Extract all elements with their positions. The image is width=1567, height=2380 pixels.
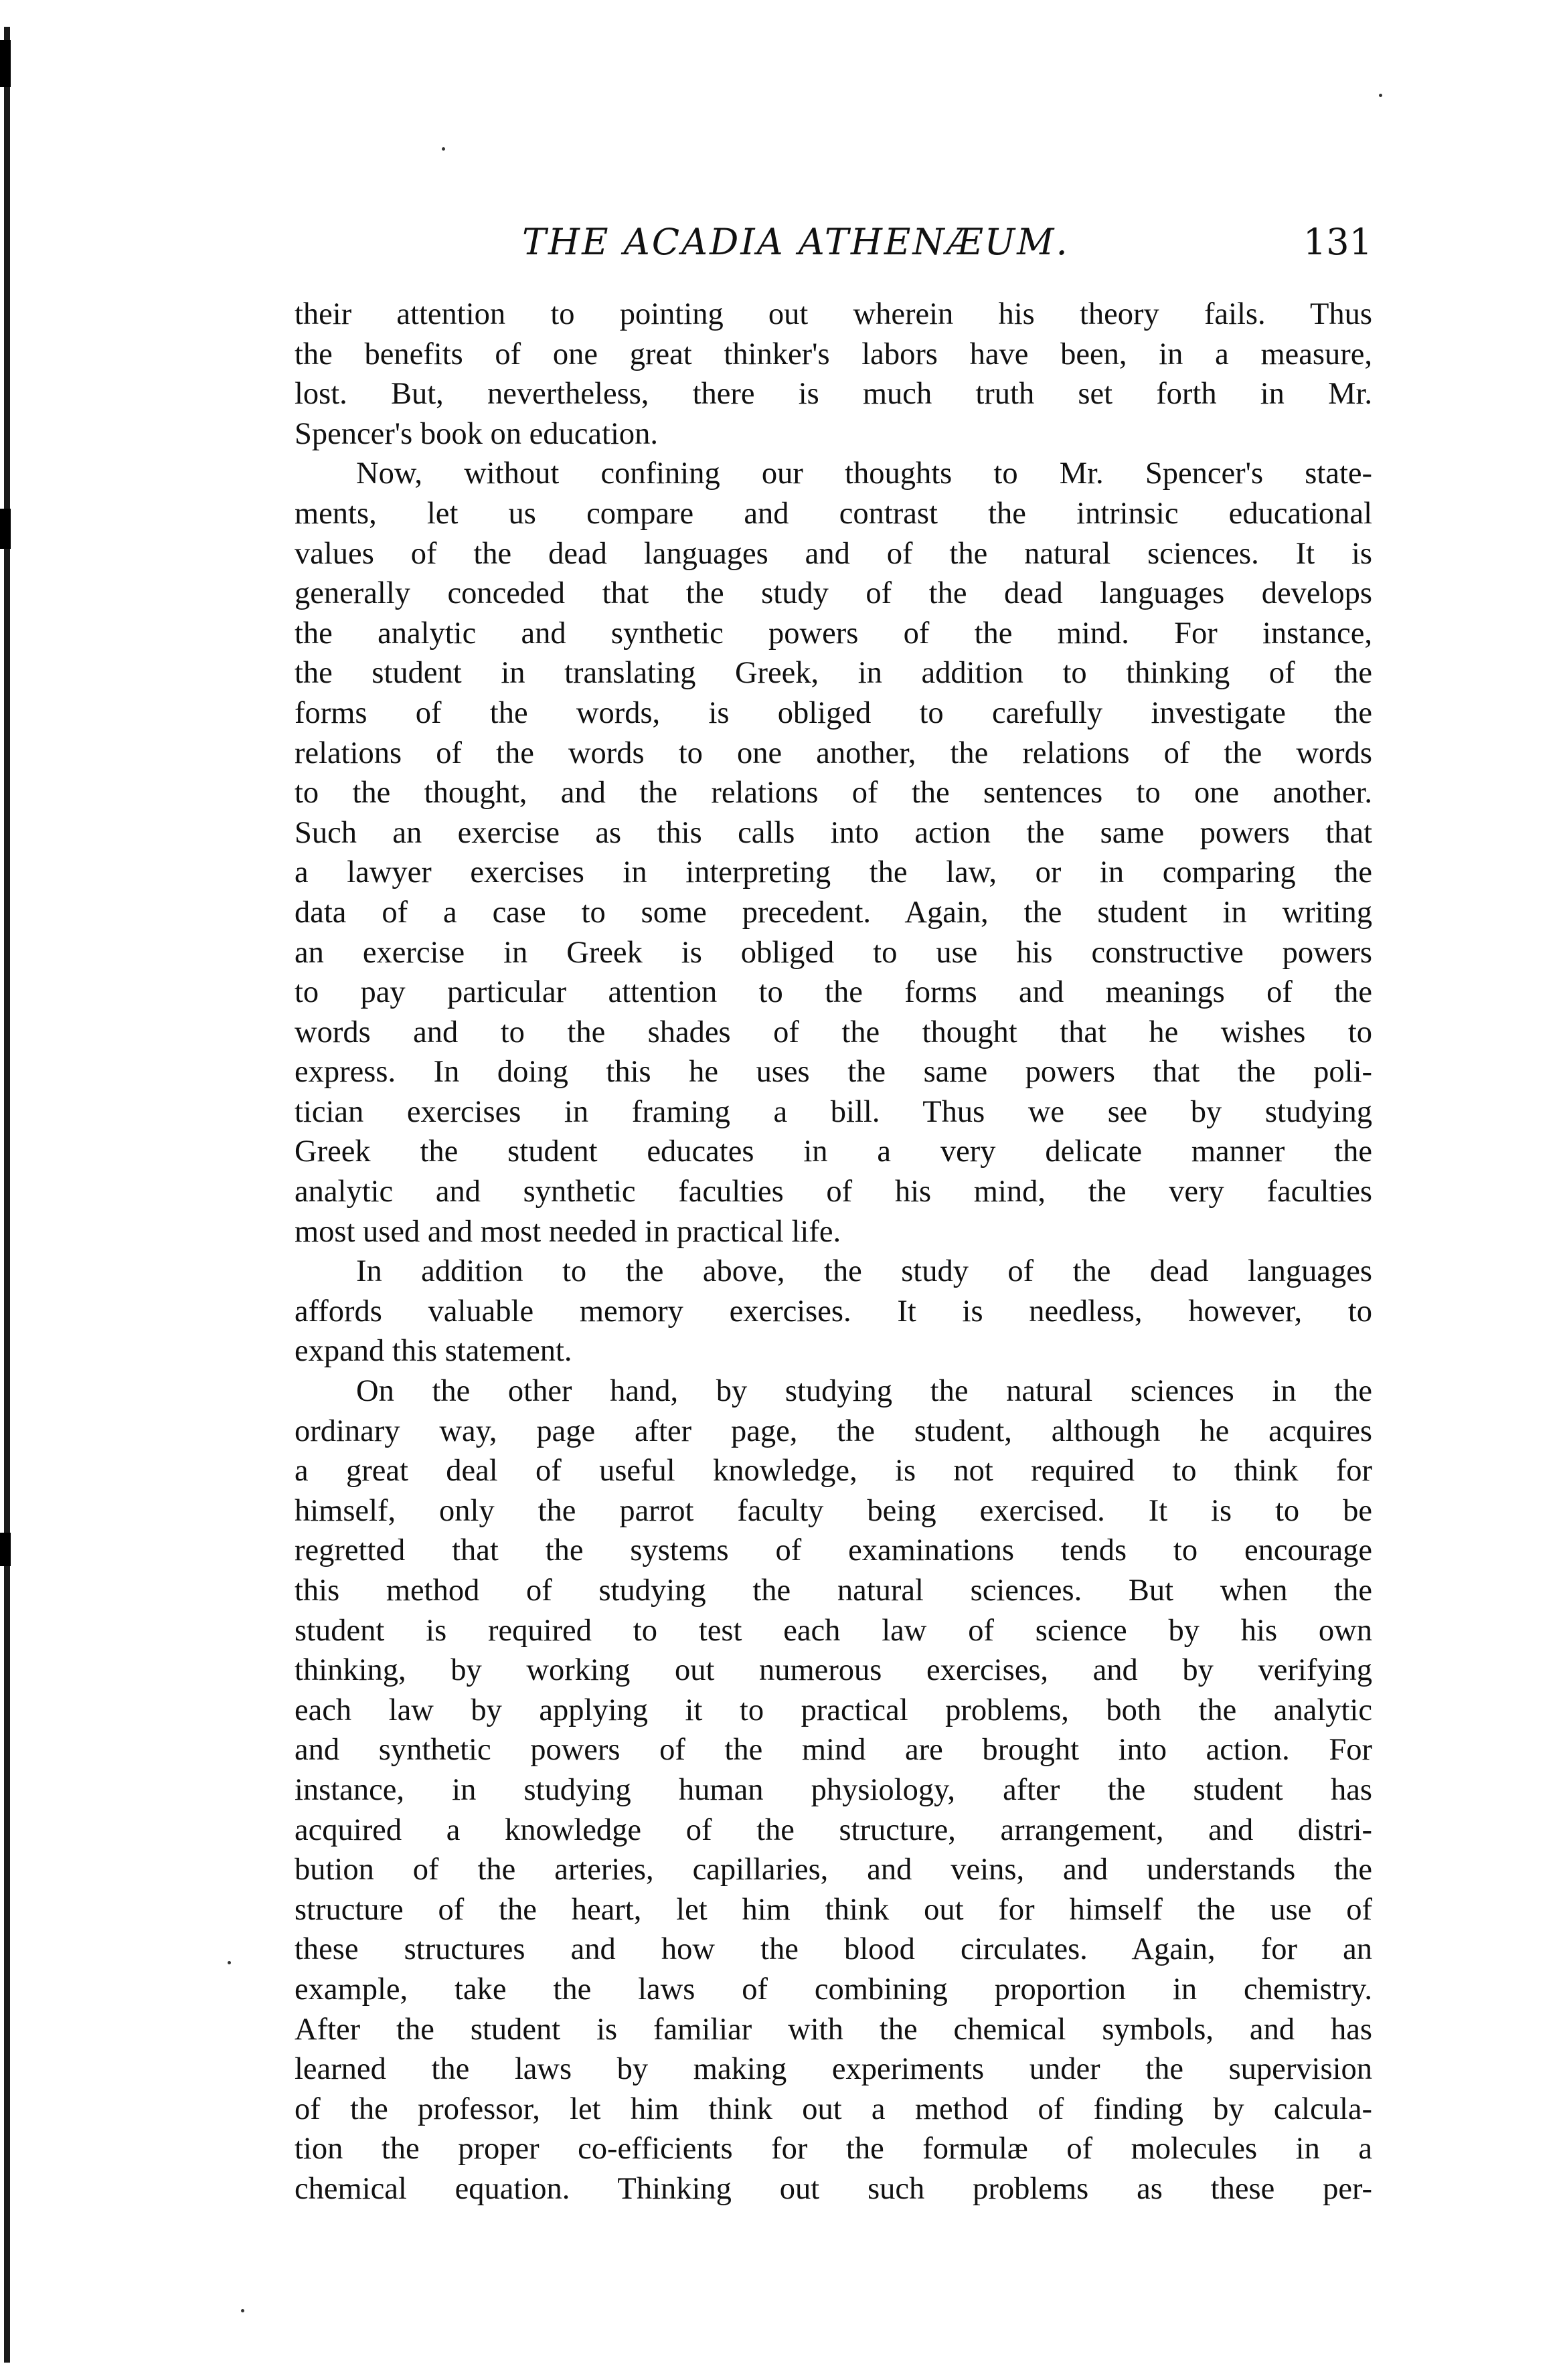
page-number: 131 — [1303, 221, 1372, 263]
text-line: a great deal of useful knowledge, is not required to think for — [295, 1454, 1372, 1489]
text-line: analytic and synthetic faculties of his mind, the very faculties — [295, 1175, 1372, 1209]
text-line: After the student is familiar with the chemical symbols, and has — [295, 2012, 1372, 2047]
text-line: lost. But, nevertheless, there is much truth set forth in Mr. — [295, 377, 1372, 412]
text-line: the benefits of one great thinker's labors have been, in a measure, — [295, 337, 1372, 371]
text-line: acquired a knowledge of the structure, arrangement, and distri- — [295, 1812, 1372, 1847]
running-header — [522, 221, 1372, 274]
text-line: words and to the shades of the thought that he wishes to — [295, 1015, 1372, 1049]
scan-speck — [228, 1961, 231, 1964]
text-line: Such an exercise as this calls into action the same powers that — [295, 815, 1372, 850]
text-line: instance, in studying human physiology, after the student has — [295, 1772, 1372, 1807]
scan-speck — [1379, 94, 1382, 97]
text-line: their attention to pointing out wherein his theory fails. Thus — [295, 297, 1372, 331]
text-line: to pay particular attention to the forms and meanings of the — [295, 975, 1372, 1010]
text-line: of the professor, let him think out a method of finding by calcula- — [295, 2092, 1372, 2126]
text-line: On the other hand, by studying the natural sciences in the — [356, 1374, 1372, 1409]
text-line: the student in translating Greek, in addition to thinking of the — [295, 656, 1372, 691]
text-line: structure of the heart, let him think out for himself the use of — [295, 1892, 1372, 1927]
text-line: learned the laws by making experiments under the supervision — [295, 2052, 1372, 2087]
text-line: expand this statement. — [295, 1334, 572, 1369]
text-line: relations of the words to one another, the relations of the words — [295, 736, 1372, 770]
text-line: student is required to test each law of science by his own — [295, 1613, 1372, 1648]
text-line: ordinary way, page after page, the student, although he acquires — [295, 1414, 1372, 1448]
text-line: tician exercises in framing a bill. Thus we see by studying — [295, 1094, 1372, 1129]
scan-edge-mark — [0, 40, 11, 87]
text-line: affords valuable memory exercises. It is needless, however, to — [295, 1294, 1372, 1329]
text-line: regretted that the systems of examinations tends to encourage — [295, 1533, 1372, 1568]
text-line: bution of the arteries, capillaries, and veins, and understands the — [295, 1853, 1372, 1887]
text-line: chemical equation. Thinking out such problems as these per- — [295, 2171, 1372, 2206]
journal-title: THE ACADIA ATHENÆUM. — [522, 221, 1070, 263]
text-line: each law by applying it to practical problems, both the analytic — [295, 1693, 1372, 1727]
text-line: values of the dead languages and of the natural sciences. It is — [295, 536, 1372, 571]
text-line: most used and most needed in practical life. — [295, 1214, 841, 1249]
scan-speck — [241, 2309, 244, 2312]
article-body — [295, 294, 1372, 2209]
text-line: tion the proper co-efficients for the formulæ of molecules in a — [295, 2132, 1372, 2166]
text-line: forms of the words, is obliged to carefully investigate the — [295, 695, 1372, 730]
text-line: express. In doing this he uses the same powers that the poli- — [295, 1055, 1372, 1090]
text-line: thinking, by working out numerous exercises, and by verifying — [295, 1653, 1372, 1688]
text-line: In addition to the above, the study of the dead languages — [356, 1254, 1372, 1289]
text-line: this method of studying the natural sciences. But when the — [295, 1574, 1372, 1608]
text-line: the analytic and synthetic powers of the mind. For instance, — [295, 616, 1372, 651]
text-line: data of a case to some precedent. Again, the student in writing — [295, 895, 1372, 930]
text-line: an exercise in Greek is obliged to use his constructive powers — [295, 935, 1372, 970]
text-line: generally conceded that the study of the dead languages develops — [295, 576, 1372, 611]
text-line: these structures and how the blood circulates. Again, for an — [295, 1932, 1372, 1967]
text-line: himself, only the parrot faculty being exercised. It is to be — [295, 1493, 1372, 1528]
text-line: a lawyer exercises in interpreting the law, or in comparing the — [295, 855, 1372, 890]
scan-binding-edge — [4, 27, 10, 2363]
text-line: and synthetic powers of the mind are brought into action. For — [295, 1733, 1372, 1768]
text-line: to the thought, and the relations of the sentences to one another. — [295, 776, 1372, 811]
text-line: Greek the student educates in a very delicate manner the — [295, 1134, 1372, 1169]
text-line: example, take the laws of combining proportion in chemistry. — [295, 1972, 1372, 2007]
text-line: ments, let us compare and contrast the intrinsic educational — [295, 496, 1372, 531]
scan-edge-mark — [0, 509, 11, 549]
scan-edge-mark — [0, 1533, 11, 1566]
text-line: Now, without confining our thoughts to Mr. Spencer's state- — [356, 456, 1372, 491]
text-line: Spencer's book on education. — [295, 416, 658, 451]
scan-speck — [442, 147, 445, 151]
